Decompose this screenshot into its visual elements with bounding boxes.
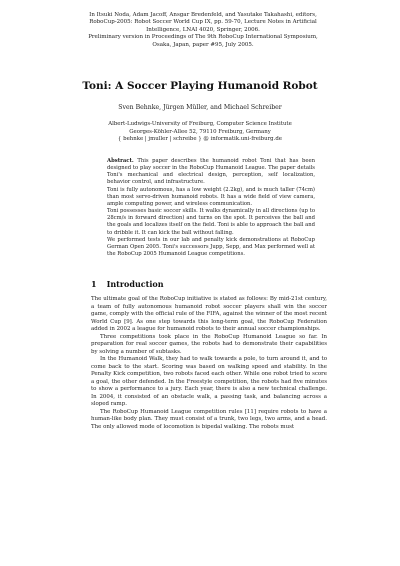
email-line: { behnke | jmuller | schreibe } @ informatik.uni-freiburg.de [118,136,282,143]
paper-title: Toni: A Soccer Playing Humanoid Robot [82,80,318,92]
abstract-paragraph: We performed tests in our lab and penalty kick demonstrations at RoboCup German Open 2005. Toni's successors Jupp, Sepp, and Max performed well at the RoboCup 2005 Humanoid League competitions. [107,236,315,258]
body-paragraph: In the Humanoid Walk, they had to walk towards a pole, to turn around it, and to come back to the start. Scoring was based on walking speed and stability. In the Penalty Kick competition, two robots faced each other. While one robot tried to score a goal, the other defended. In the Freestyle competition, the robots had five minutes to show a performance to a jury. Each year, there is also a new technical challenge. In 2004, it consisted of an obstacle walk, a passing task, and balancing across a sloped ramp. [91,356,327,407]
affiliation [40,121,360,144]
abstract-paragraph: Toni is fully autonomous, has a low weight (2.2kg), and is much taller (74cm) than most servo-driven humanoid robots. It has a wide field of view camera, ample computing power, and wireless communication. [107,186,315,207]
abstract-paragraph: Toni possesses basic soccer skills. It walks dynamically in all directions (up to 28cm/s in forward direction) and turns on the spot. It perceives the ball and the goals and localizes itself on the field. Toni is able to approach the ball and to dribble it. It can kick the ball without falling. [107,208,315,236]
section-heading [91,279,164,289]
section-number: 1 [91,279,97,289]
body-paragraph: The RoboCup Humanoid League competition rules [11] require robots to have a human-like body plan. They must consist of a trunk, two legs, two arms, and a head. The only allowed mode of locomotion is bipedal walking. The robots must [91,408,327,430]
abstract-label: Abstract. [107,158,134,164]
publication-note-line: In Itsuki Noda, Adam Jacoff, Ansgar Bredenfeld, and Yasutake Takahashi, editors, [89,12,317,18]
publication-note-line: Intelligence, LNAI 4020, Springer, 2006. [146,26,260,33]
publication-note-line: Preliminary version in Proceedings of The 9th RoboCup International Symposium, [88,34,318,41]
affiliation-line: Georges-Köhler-Allee 52, 79110 Freiburg, Germany [129,128,271,135]
body-paragraph: The ultimate goal of the RoboCup initiative is stated as follows: By mid-21st century, a team of fully autonomous humanoid robot soccer players shall win the soccer game, comply with the official rule of the FIFA, against the winner of the most recent World Cup [9]. As one step towards this long-term goal, the RoboCup Federation added in 2002 a league for humanoid robots to their annual soccer championships. [91,296,327,332]
affiliation-line: Albert-Ludwigs-University of Freiburg, Computer Science Institute [108,121,292,127]
publication-note-line: RoboCup-2005: Robot Soccer World Cup IX, pp. 59-70, Lecture Notes in Artificial [89,19,317,26]
section-title: Introduction [106,279,164,289]
abstract-text: This paper describes the humanoid robot Toni that has been designed to play soccer in the RoboCup Humanoid League. The paper details Toni's mechanical and electrical design, perception, self localization, behavior control, and infrastructure. [107,158,315,186]
author-list: Sven Behnke, Jürgen Müller, and Michael Schreiber [118,104,282,111]
publication-note [63,12,343,49]
publication-note-line: Osaka, Japan, paper #95, July 2005. [152,41,254,48]
abstract [107,158,315,258]
abstract-paragraph [107,158,315,187]
section-body [91,296,327,431]
body-paragraph: Three competitions took place in the RoboCup Humanoid League so far. In preparation for real soccer games, the robots had to demonstrate their capabilities by solving a number of subtasks. [91,333,327,355]
